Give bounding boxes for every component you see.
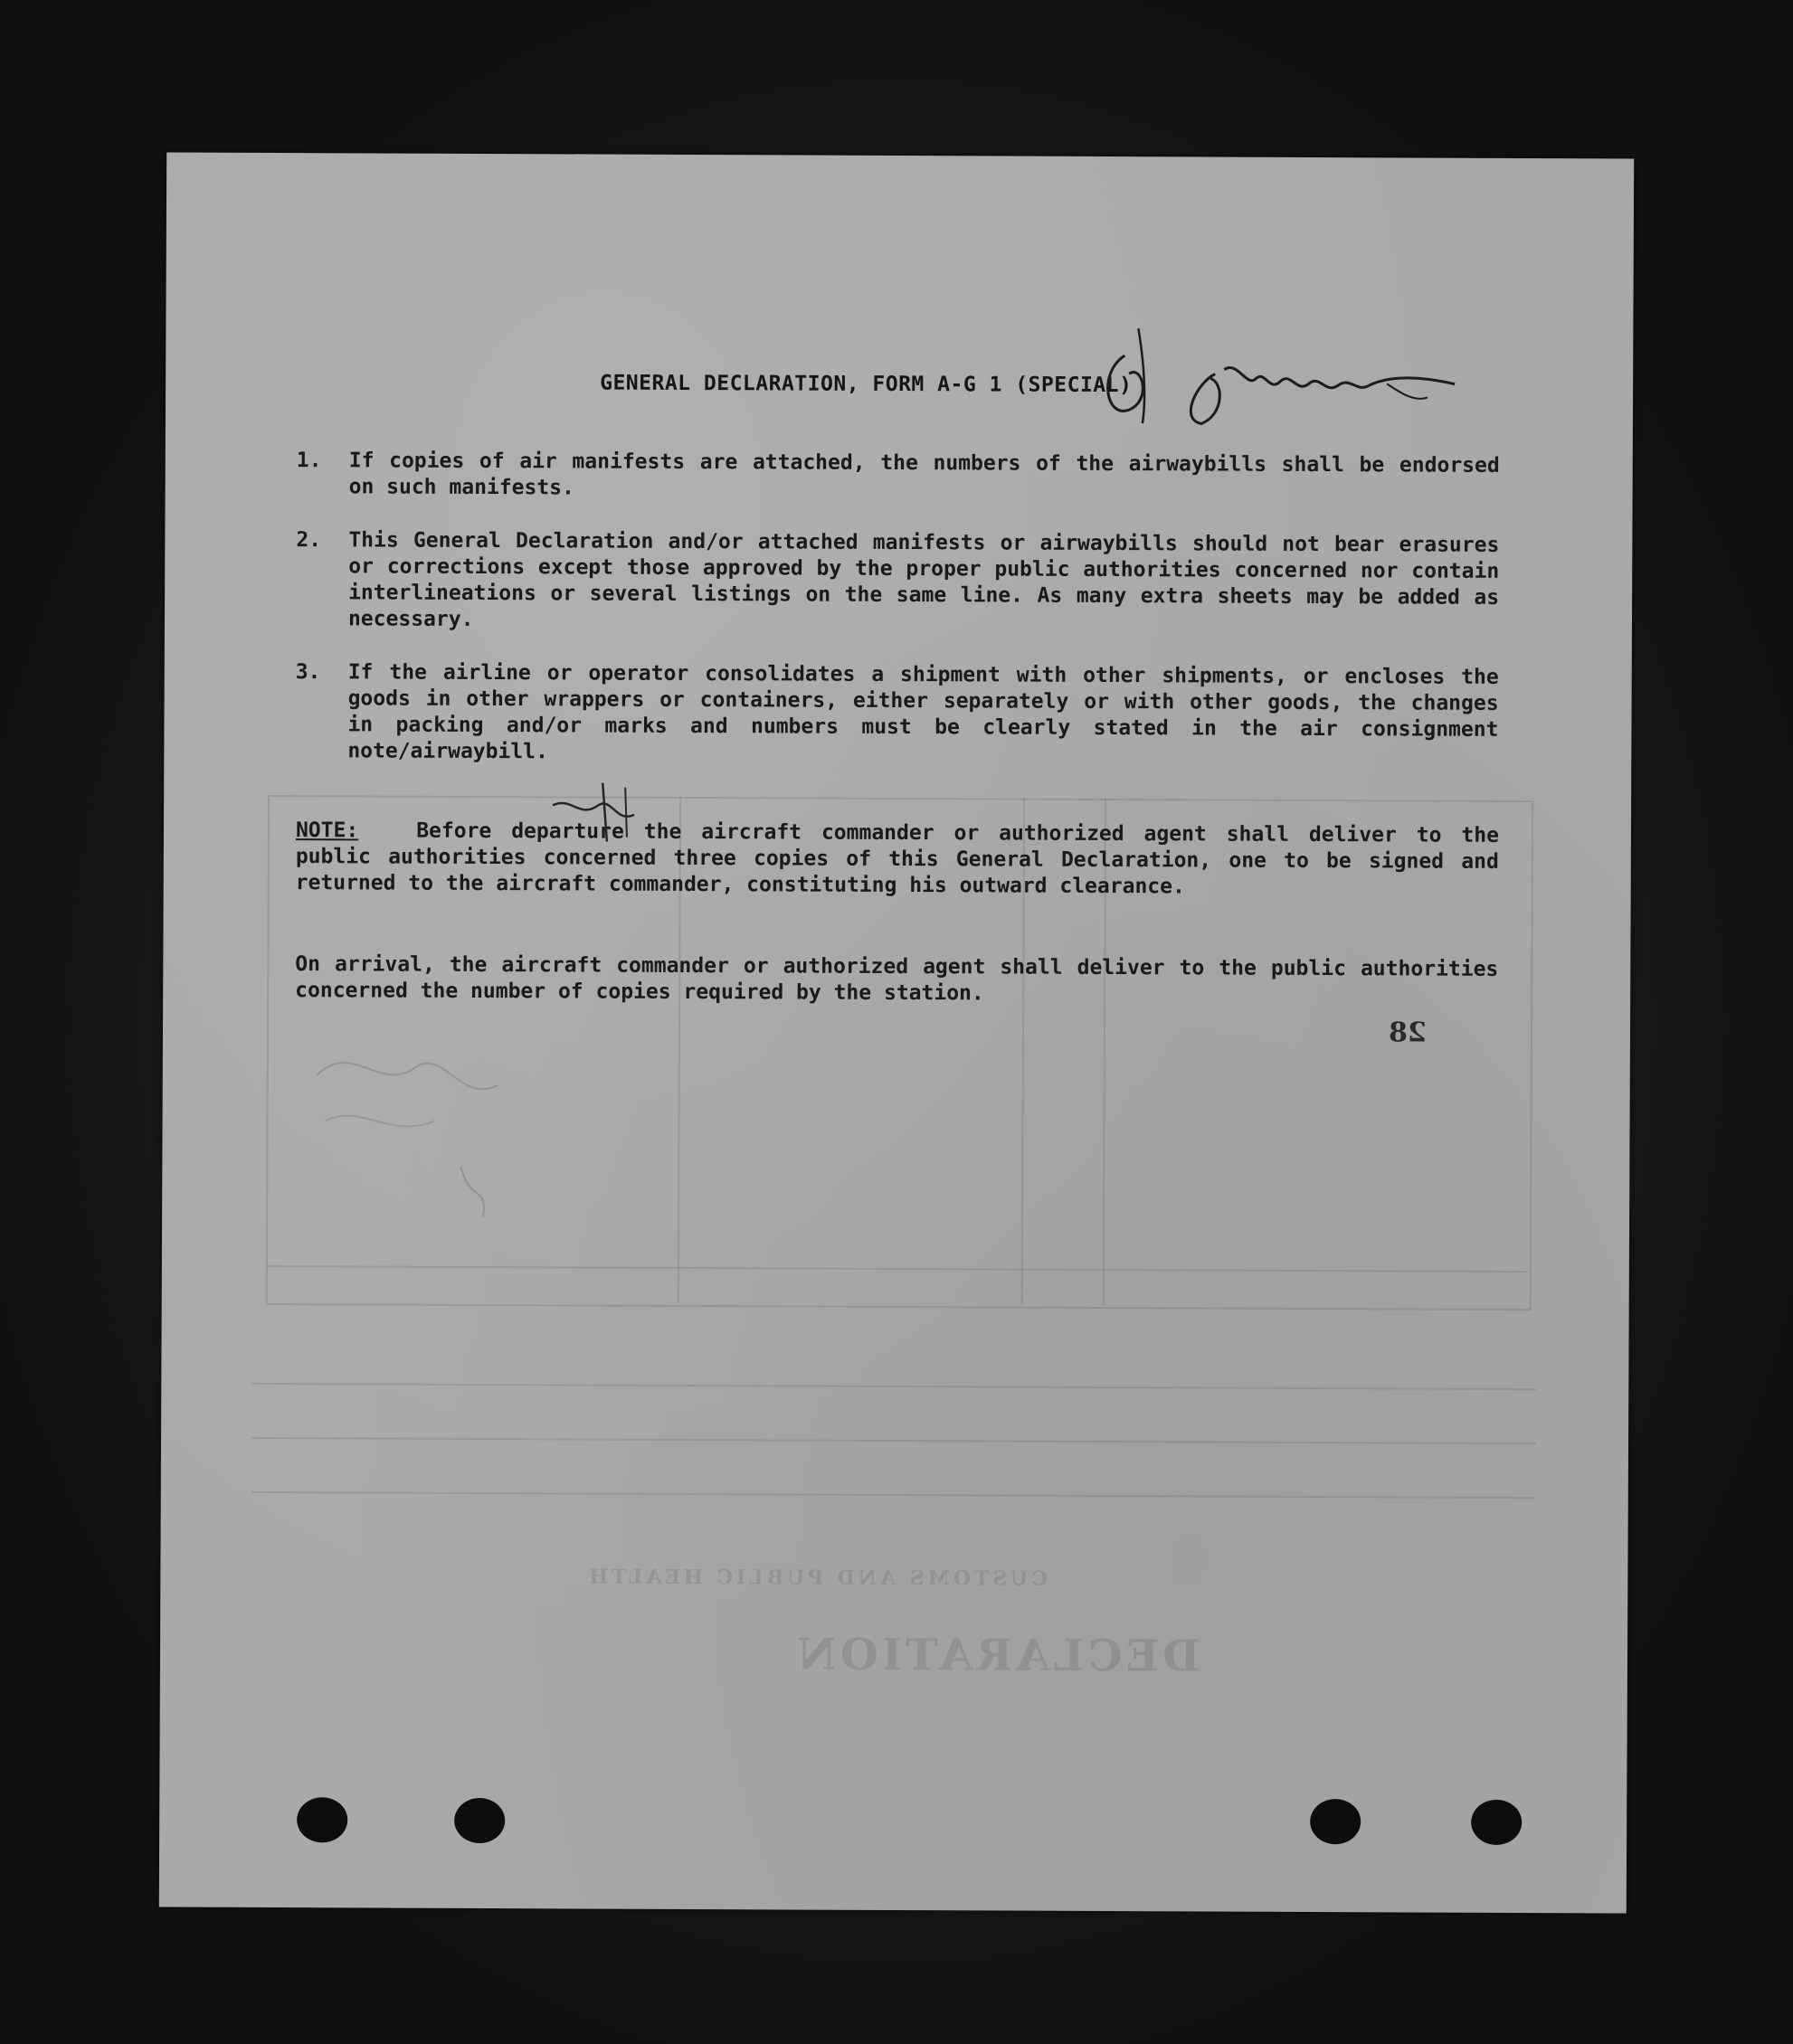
item-number: 2. [296, 528, 322, 553]
item-text: This General Declaration and/or attached manifests or airwaybills should not bear erasures or corrections except those approved by the proper public authorities concerned nor contain interlineations or several listings on the same line. As many extra sheets may be added as necessary. [347, 528, 1500, 631]
punch-hole [297, 1797, 347, 1842]
bleed-through-subheading: CUSTOMS AND PUBLIC HEALTH [585, 1565, 1048, 1591]
instruction-item [295, 659, 1498, 770]
handwritten-signature [1088, 319, 1469, 439]
punch-hole [1310, 1799, 1361, 1844]
instruction-item [296, 527, 1499, 638]
punch-hole [454, 1798, 505, 1843]
item-text: If copies of air manifests are attached, the numbers of the airwaybills shall be endorsed on such manifests. [348, 449, 1500, 500]
punch-hole [1471, 1800, 1522, 1845]
item-text: If the airline or operator consolidates a shipment with other shipments, or encloses the goods in other wrappers or containers, either separately or with other goods, the changes in packing and/or marks and numbers must be clearly stated in the air consignment note/airwaybill. [347, 660, 1499, 764]
bleed-through-heading: DECLARATION [792, 1629, 1200, 1682]
note-paragraph [296, 818, 1499, 902]
handwritten-mark [544, 778, 652, 851]
note-text: Before departure the aircraft commander or authorized agent shall deliver to the public authorities concerned three copies of this General Declaration, one to be signed and returned to the aircraft commander, constituting his outward clearance. [295, 819, 1500, 899]
item-number: 3. [295, 660, 321, 685]
page-number: 28 [1388, 1017, 1427, 1049]
document-page [159, 152, 1634, 1913]
faint-pencil-scribble [298, 1021, 534, 1239]
note-label: NOTE: [295, 819, 359, 843]
item-number: 1. [296, 449, 322, 473]
page-title: GENERAL DECLARATION, FORM A-G 1 (SPECIAL) [600, 371, 1133, 398]
instruction-item [297, 448, 1500, 506]
arrival-paragraph: On arrival, the aircraft commander or authorized agent shall deliver to the public authorities concerned the number of copies required by the station. [295, 952, 1499, 1006]
